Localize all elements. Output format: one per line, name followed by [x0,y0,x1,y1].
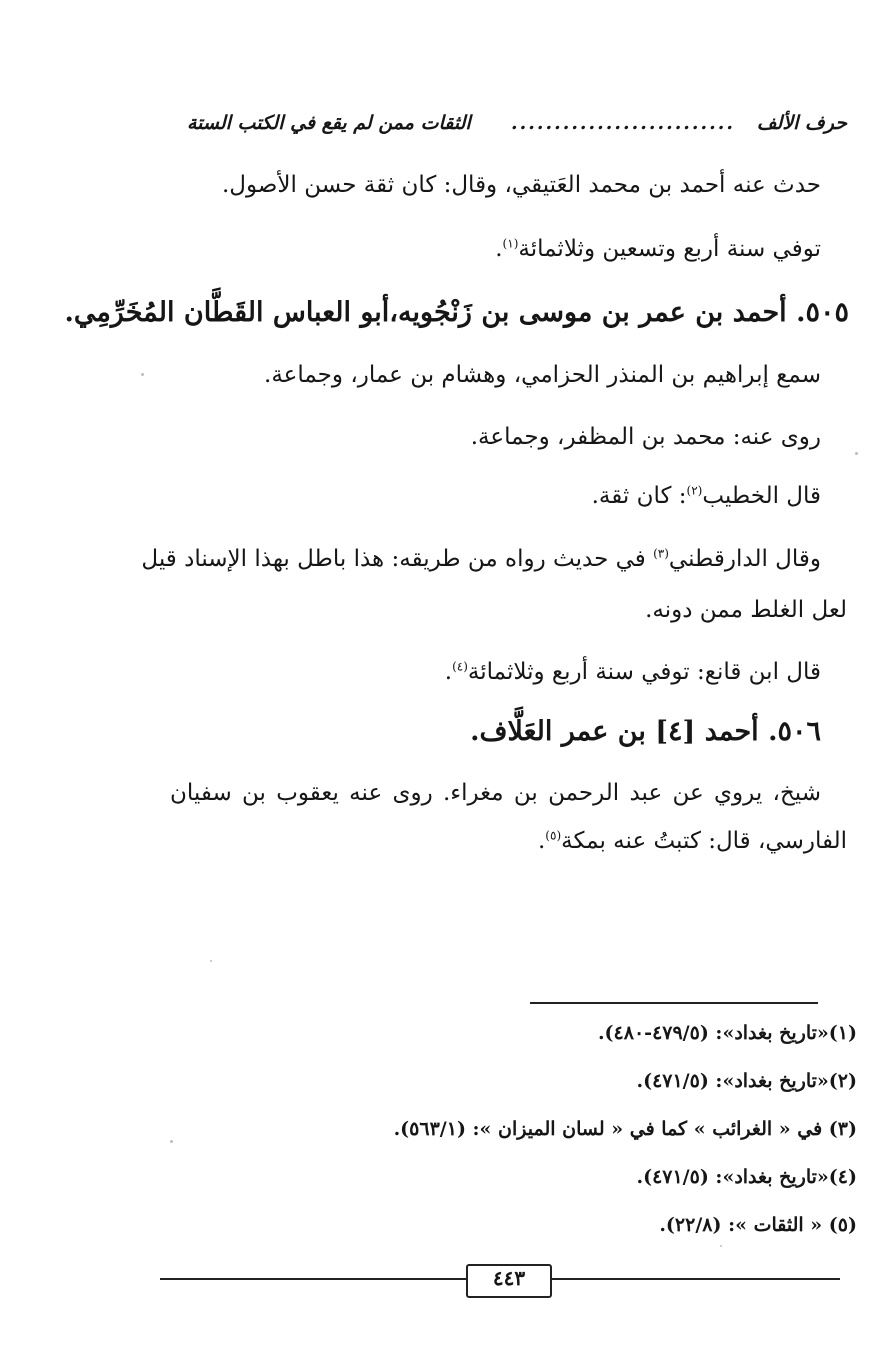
header-chapter-title: حرف الألف [756,112,847,134]
entry-heading-506: ٥٠٦. أحمد [٤] بن عمر العَلَّاف. [470,716,821,747]
text-line-12-b: . [537,828,546,854]
scan-speck [170,1140,173,1143]
text-line-7-a: وقال الدارقطني [668,546,821,572]
footnote-2: (٢)«تاريخ بغداد»: (٤٧١/٥). [636,1070,857,1092]
text-line-9 [445,659,821,685]
text-line-5: روى عنه: محمد بن المظفر، وجماعة. [470,424,821,450]
text-line-9-b: . [444,659,453,685]
text-line-6-b: : كان ثقة. [591,483,687,509]
footnote-5: (٥) « الثقات »: (٢٢/٨). [659,1214,857,1236]
page-number: ٤٤٣ [492,1266,526,1290]
text-line-12-a: الفارسي، قال: كتبتُ عنه بمكة [561,828,847,854]
text-line-4: سمع إبراهيم بن المنذر الحزامي، وهشام بن عمار، وجماعة. [264,362,821,388]
text-line-11: شيخ، يروي عن عبد الرحمن بن مغراء. روى عنه يعقوب بن سفيان [170,780,821,806]
footer-rule-right [552,1278,840,1280]
text-line-9-a: قال ابن قانع: توفي سنة أربع وثلاثمائة [467,659,821,685]
text-line-7 [141,546,821,572]
header-book-title: الثقات ممن لم يقع في الكتب الستة [187,112,471,134]
text-line-12 [538,828,847,854]
text-line-6 [592,483,821,509]
scan-speck [141,373,144,376]
footnote-3: (٣) في « الغرائب » كما في « لسان الميزان »: (٥٦٣/١). [393,1118,857,1140]
footnote-ref-4: (٤) [452,659,468,674]
text-line-8: لعل الغلط ممن دونه. [645,597,847,623]
text-line-2-end: . [495,236,503,262]
footnote-1: (١)«تاريخ بغداد»: (٤٧٩/٥-٤٨٠). [597,1022,857,1044]
header-dot-leader: .......................... [511,112,735,134]
footnote-ref-1: (١) [502,236,519,251]
entry-heading-505: ٥٠٥. أحمد بن عمر بن موسى بن زَنْجُويه،أبو العباس القَطَّان المُخَرِّمِي. [64,297,849,328]
text-line-2-main: توفي سنة أربع وتسعين وثلاثمائة [518,236,821,262]
footnote-4: (٤)«تاريخ بغداد»: (٤٧١/٥). [636,1166,857,1188]
running-header [187,112,847,146]
text-line-7-b: في حديث رواه من طريقه: هذا باطل بهذا الإسناد قيل [141,546,654,572]
footnote-ref-3: (٣) [653,546,669,561]
scan-speck [855,452,858,455]
footer-rule-left [160,1278,466,1280]
scan-speck [720,1245,722,1247]
text-line-6-a: قال الخطيب [702,483,821,509]
footnote-ref-5: (٥) [545,828,562,843]
scan-speck [210,960,212,962]
footnote-ref-2: (٢) [686,483,703,498]
text-line-1: حدث عنه أحمد بن محمد العَتيقي، وقال: كان ثقة حسن الأصول. [221,172,821,198]
footnote-separator [530,1002,818,1004]
text-line-2 [495,236,821,262]
